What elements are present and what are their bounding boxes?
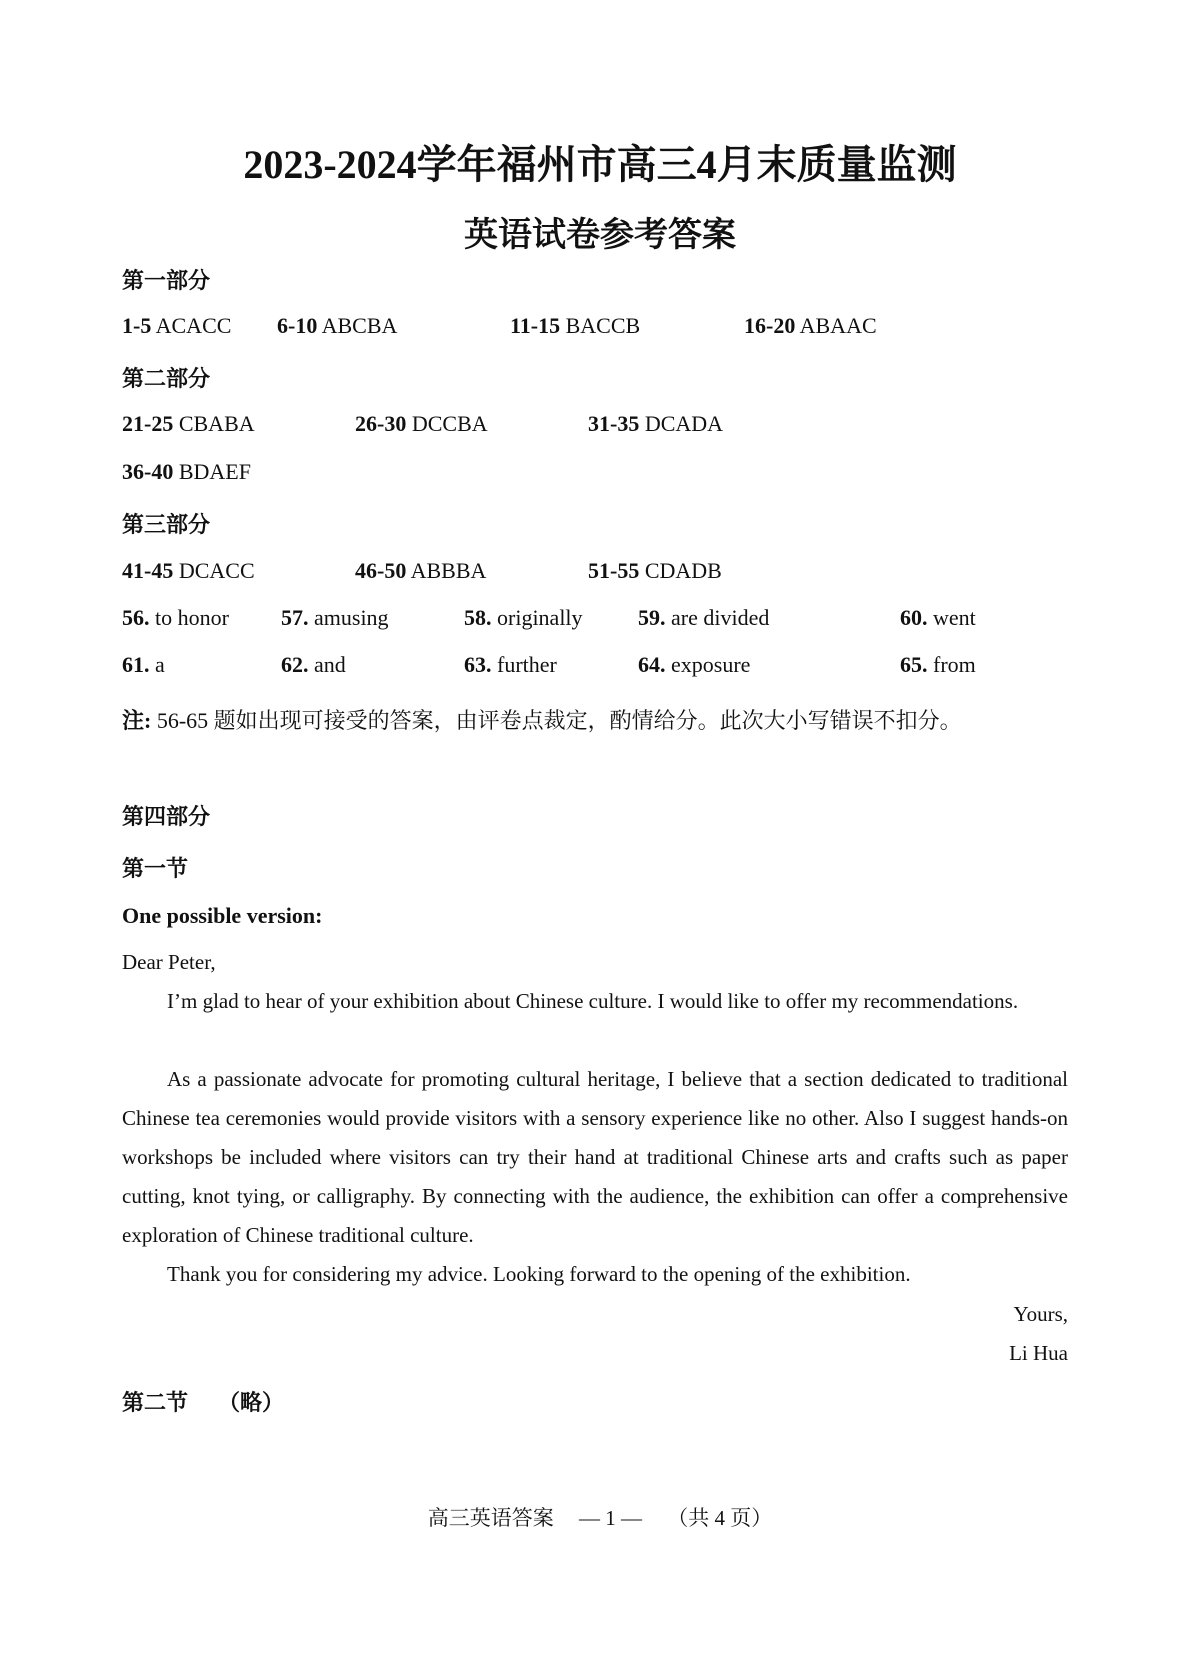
grading-note <box>122 704 962 735</box>
page-number: — 1 — <box>579 1506 642 1530</box>
note-text: 56-65 题如出现可接受的答案，由评卷点裁定，酌情给分。此次大小写错误不扣分。 <box>156 708 962 733</box>
part4-section1-heading: 第一节 <box>122 856 189 881</box>
part3-heading: 第三部分 <box>122 512 211 537</box>
part2-heading: 第二部分 <box>122 366 211 391</box>
letter-paragraph: As a passionate advocate for promoting cultural heritage, I believe that a section dedicated to traditional Chinese tea ceremonies would provide visitors with a sensory experience like no other. Also I suggest hands-on workshops be included where visitors can try their hand at traditional Chinese arts and crafts such as paper cutting, knot tying, or calligraphy. By connecting with the audience, the exhibition can offer a comprehensive exploration of Chinese traditional culture. <box>122 1067 1068 1247</box>
answer-item: 59. are divided <box>638 605 770 630</box>
answer-item: 26-30 DCCBA <box>355 411 488 436</box>
footer-label: 高三英语答案 <box>427 1506 554 1530</box>
page-footer <box>0 1502 1200 1532</box>
letter-paragraph: Thank you for considering my advice. Looking forward to the opening of the exhibition. <box>167 1262 911 1286</box>
version-label: One possible version: <box>122 903 323 928</box>
answer-item: 60. went <box>900 605 976 630</box>
letter-closing: Yours, <box>1013 1302 1068 1326</box>
page-subtitle: 英语试卷参考答案 <box>464 215 736 255</box>
answer-item: 61. a <box>122 652 165 677</box>
answer-item: 63. further <box>464 652 557 677</box>
answer-item: 11-15 BACCB <box>510 313 641 338</box>
answer-item: 64. exposure <box>638 652 751 677</box>
answer-item: 21-25 CBABA <box>122 411 255 436</box>
answer-item: 51-55 CDADB <box>588 558 722 583</box>
part1-heading: 第一部分 <box>122 268 211 293</box>
part4-section2-heading: 第二节 （略） <box>122 1390 285 1415</box>
answer-item: 58. originally <box>464 605 583 630</box>
answer-item: 57. amusing <box>281 605 389 630</box>
answer-item: 31-35 DCADA <box>588 411 724 436</box>
answer-item: 65. from <box>900 652 976 677</box>
answer-item: 1-5 ACACC <box>122 313 232 338</box>
answer-item: 46-50 ABBBA <box>355 558 487 583</box>
part4-heading: 第四部分 <box>122 804 211 829</box>
answer-item: 36-40 BDAEF <box>122 459 251 484</box>
page-total: （共 4 页） <box>667 1506 773 1530</box>
answer-item: 41-45 DCACC <box>122 558 255 583</box>
letter-paragraph: I’m glad to hear of your exhibition about Chinese culture. I would like to offer my recommendations. <box>167 989 1019 1013</box>
note-label: 注: <box>122 708 152 733</box>
answer-item: 6-10 ABCBA <box>277 313 398 338</box>
letter-greeting: Dear Peter, <box>122 950 216 974</box>
letter-signature: Li Hua <box>1009 1341 1068 1365</box>
answer-item: 62. and <box>281 652 346 677</box>
answer-item: 16-20 ABAAC <box>744 313 877 338</box>
page-title: 2023-2024学年福州市高三4月末质量监测 <box>243 142 957 187</box>
answer-item: 56. to honor <box>122 605 229 630</box>
